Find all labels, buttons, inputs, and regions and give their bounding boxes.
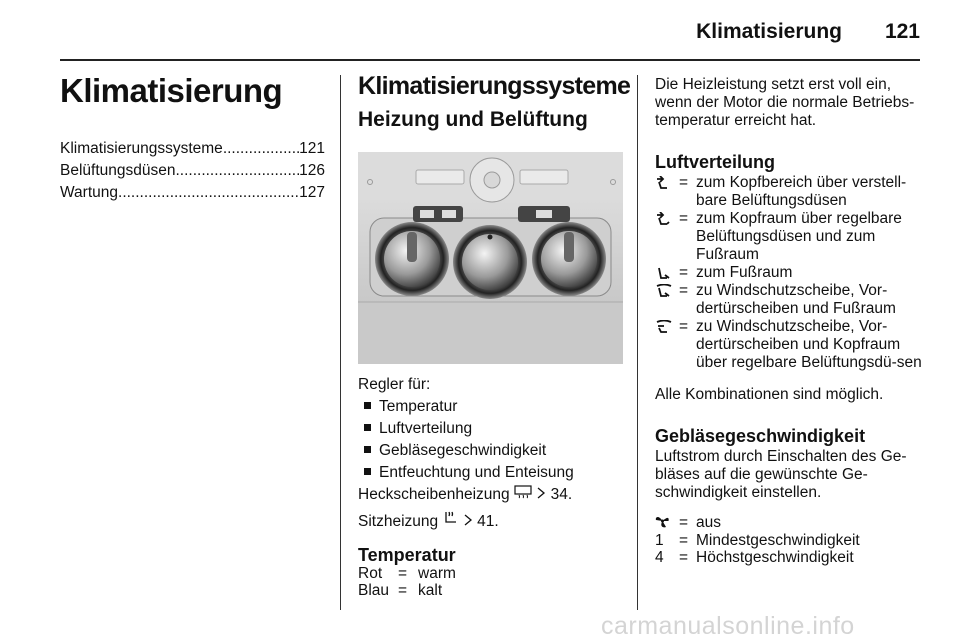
column-divider [637,75,638,610]
bullet-square-icon [364,402,371,409]
toc-entry[interactable] [60,182,325,204]
chapter-title: Klimatisierung [60,72,283,109]
toc-leader [118,182,299,204]
watermark: carmanualsonline.info [601,612,855,640]
chapter-toc [60,72,325,204]
toc-label: Wartung [60,184,119,201]
bullet-item: Gebläsegeschwindigkeit [358,440,623,462]
toc-page: 127 [299,184,325,201]
bullet-item: Luftverteilung [358,418,623,440]
page-number: 121 [884,20,920,43]
bullet-item: Temperatur [358,396,623,418]
toc-leader [223,138,299,160]
header-rule [60,59,920,61]
heckscheiben-line: Heckscheibenheizung 34. [358,486,573,503]
climate-control-panel-photo [358,152,623,364]
toc-page: 126 [299,162,325,179]
bullet-item: Entfeuchtung und Enteisung [358,462,623,484]
gebläse-heading: Gebläsegeschwindigkeit [655,426,866,446]
bullet-square-icon [364,468,371,475]
bullet-square-icon [364,446,371,453]
definition-row: = zum Kopfbereich über verstell-bare Belüftungsdüsen [655,174,925,210]
luftverteilung-heading: Luftverteilung [655,152,775,172]
toc-page: 121 [299,140,325,157]
definition-row: 4 = Höchstgeschwindigkeit [655,549,854,566]
temperature-heading: Temperatur [358,545,456,565]
toc-label: Belüftungsdüsen [60,162,176,179]
definition-row: = zu Windschutzscheibe, Vor-dertürscheiben und Kopfraum über regelbare Belüftungsdü-sen [655,318,925,372]
heck-reference[interactable]: 34. [550,486,573,503]
vent-foot-icon [655,266,673,280]
combination-note: Alle Kombinationen sind möglich. [655,386,884,403]
page-header [0,0,960,60]
definition-row: = zum Kopfraum über regelbare Belüftungsdüsen und zum Fußraum [655,210,925,264]
seat-heater-icon [442,510,458,526]
definition-row: Rot = warm [358,565,456,582]
section-subtitle: Heizung und Belüftung [358,108,588,131]
vent-head-both-icon [655,212,673,226]
toc-leader [175,160,299,182]
header-title: Klimatisierung [696,20,842,43]
definition-row: = zu Windschutzscheibe, Vor-dertürscheiben und Fußraum [655,282,925,318]
vent-windshield-foot-icon [655,284,673,298]
intro-paragraph: Die Heizleistung setzt erst voll ein, wenn der Motor die normale Betriebs-temperatur erreicht hat. [655,76,915,129]
page-reference-icon [536,487,546,499]
gebläse-intro: Luftstrom durch Einschalten des Ge-bläses auf die gewünschte Ge-schwindigkeit einstellen. [655,448,907,501]
sitz-reference[interactable]: 41. [477,513,499,530]
vent-windshield-head-icon [655,320,673,334]
toc-entry[interactable] [60,160,325,182]
bullet-square-icon [364,424,371,431]
regler-intro: Regler für: [358,376,431,393]
definition-row: Blau = kalt [358,582,443,599]
page-reference-icon [463,514,473,526]
rear-window-heater-icon [514,485,532,499]
definition-row: = zum Fußraum [655,264,925,282]
fan-off-icon [655,514,670,528]
column-divider [340,75,341,610]
toc-entry[interactable] [60,138,325,160]
right-column [655,76,925,566]
toc-label: Klimatisierungssysteme [60,140,223,157]
definition-row: 1 = Mindestgeschwindigkeit [655,532,860,549]
controls-description [358,374,623,599]
definition-row: = aus [655,514,925,532]
vent-head-icon [655,176,673,190]
sitzheizung-line: Sitzheizung 41. [358,510,623,533]
section-title: Klimatisierungssysteme [358,72,631,100]
section-heading-block [358,72,631,132]
